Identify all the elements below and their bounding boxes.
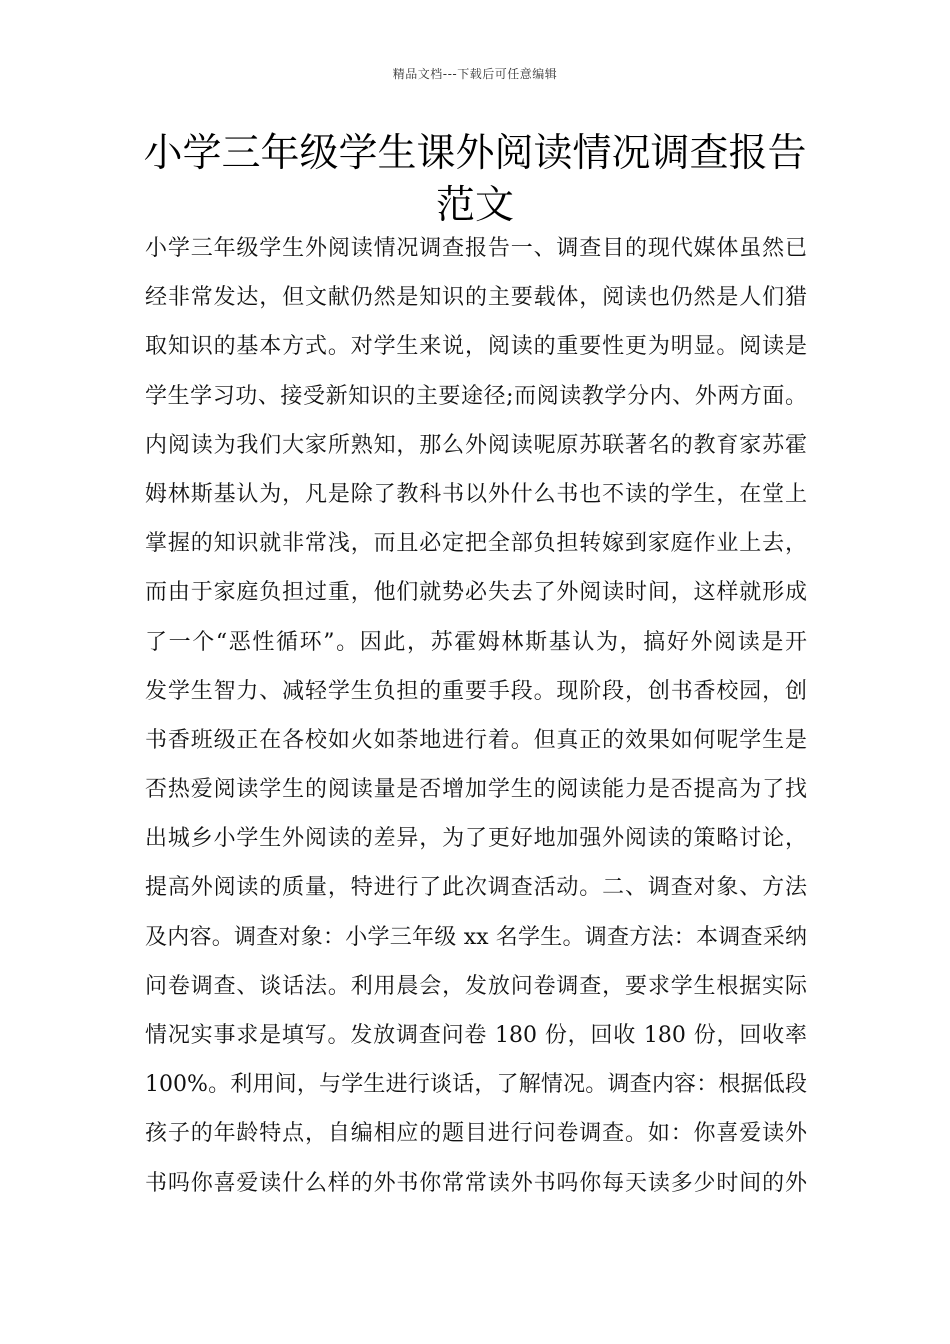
body-line: 书香班级正在各校如火如荼地进行着。但真正的效果如何呢学生是	[145, 727, 807, 753]
body-line: 提高外阅读的质量，特进行了此次调查活动。二、调查对象、方法	[145, 875, 807, 901]
body-text	[145, 224, 807, 1208]
body-line: 及内容。调查对象：小学三年级 xx 名学生。调查方法：本调查采纳	[145, 924, 807, 950]
body-line: 问卷调查、谈话法。利用晨会，发放问卷调查，要求学生根据实际	[145, 973, 807, 999]
body-line: 100%。利用间，与学生进行谈话，了解情况。调查内容：根据低段	[145, 1072, 807, 1098]
body-line: 孩子的年龄特点，自编相应的题目进行问卷调查。如：你喜爱读外	[145, 1121, 807, 1147]
title-line-1: 小学三年级学生课外阅读情况调查报告	[143, 131, 807, 176]
body-line: 取知识的基本方式。对学生来说，阅读的重要性更为明显。阅读是	[145, 334, 807, 360]
page-header: 精品文档---下载后可任意编辑	[392, 67, 558, 81]
body-line: 发学生智力、减轻学生负担的重要手段。现阶段，创书香校园，创	[145, 678, 807, 704]
title-line-2: 范文	[435, 183, 514, 228]
body-line: 情况实事求是填写。发放调查问卷 180 份，回收 180 份，回收率	[145, 1023, 807, 1048]
body-line: 否热爱阅读学生的阅读量是否增加学生的阅读能力是否提高为了找	[145, 777, 807, 803]
body-line: 学生学习功、接受新知识的主要途径;而阅读教学分内、外两方面。	[145, 383, 807, 409]
body-line: 了一个“恶性循环”。因此，苏霍姆林斯基认为，搞好外阅读是开	[145, 629, 807, 655]
body-line: 内阅读为我们大家所熟知，那么外阅读呢原苏联著名的教育家苏霍	[145, 432, 807, 458]
body-line: 小学三年级学生外阅读情况调查报告一、调查目的现代媒体虽然已	[145, 236, 807, 261]
body-line: 经非常发达，但文献仍然是知识的主要载体，阅读也仍然是人们猎	[145, 285, 807, 311]
body-line: 掌握的知识就非常浅，而且必定把全部负担转嫁到家庭作业上去，	[145, 531, 807, 557]
body-line: 书吗你喜爱读什么样的外书你常常读外书吗你每天读多少时间的外	[145, 1170, 807, 1196]
body-line: 出城乡小学生外阅读的差异，为了更好地加强外阅读的策略讨论，	[145, 826, 807, 852]
body-line: 姆林斯基认为，凡是除了教科书以外什么书也不读的学生，在堂上	[145, 481, 807, 507]
document-title	[100, 128, 850, 232]
body-line: 而由于家庭负担过重，他们就势必失去了外阅读时间，这样就形成	[145, 580, 807, 606]
